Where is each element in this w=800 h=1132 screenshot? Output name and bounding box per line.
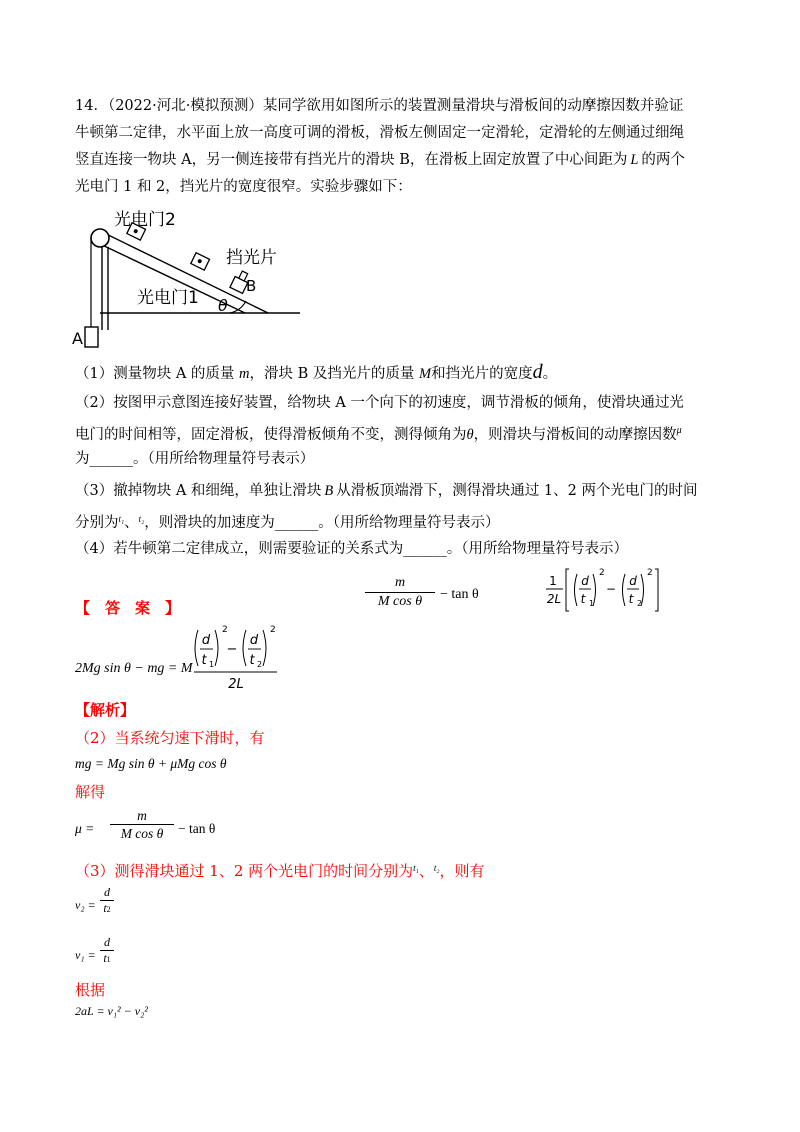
analysis-t2: t₂ bbox=[433, 863, 440, 873]
step-1-text-a: （1）测量物块 A 的质量 bbox=[75, 366, 235, 382]
f3-d1: d bbox=[201, 633, 211, 648]
label-shutter: 挡光片 bbox=[226, 248, 277, 268]
var-m: m bbox=[239, 366, 250, 382]
label-gate2: 光电门2 bbox=[114, 210, 176, 230]
step-3-text-b: 从滑板顶端滑下，测得滑块通过 1、2 两个光电门的时间 bbox=[336, 483, 698, 499]
f3-exp2: 2 bbox=[270, 625, 276, 635]
step-3-line-1 bbox=[75, 479, 697, 503]
question-line-4: 光电门 1 和 2，挡光片的宽度很窄。实验步骤如下： bbox=[75, 179, 412, 195]
var-d: d bbox=[532, 361, 543, 383]
analysis-p3 bbox=[75, 856, 484, 883]
step-3-text-c: 分别为 bbox=[75, 515, 119, 531]
f3-minus: − bbox=[226, 642, 238, 657]
analysis-t1: t₁ bbox=[413, 863, 419, 873]
f1-denominator: M cos θ bbox=[365, 592, 435, 610]
f2-d2: d bbox=[629, 574, 637, 588]
step-4: （4）若牛顿第二定律成立，则需要验证的关系式为______。（用所给物理量符号表示） bbox=[75, 541, 628, 557]
label-a: A bbox=[72, 329, 83, 348]
block-a bbox=[85, 327, 98, 347]
mu-fraction bbox=[110, 808, 174, 842]
f3-t2: t bbox=[249, 653, 255, 668]
analysis-label: 【解析】 bbox=[75, 701, 136, 719]
f2-sub1: 1 bbox=[589, 599, 595, 608]
question-line-1 bbox=[75, 94, 683, 118]
f3-den: 2L bbox=[228, 677, 244, 692]
analysis-basis: 根据 bbox=[75, 981, 106, 999]
step-2-text-a: 电门的时间相等，固定滑板，使得滑板倾角不变，测得倾角为 bbox=[75, 427, 467, 443]
v1-fraction bbox=[100, 935, 114, 967]
pulley-icon bbox=[91, 229, 109, 247]
step-2-line-3: 为______。（用所给物理量符号表示） bbox=[75, 451, 315, 467]
f3-left: 2Mg sin θ − mg = M bbox=[75, 661, 193, 676]
step-1-text-c: 和挡光片的宽度 bbox=[431, 366, 533, 382]
var-t1: t₁ bbox=[118, 514, 125, 524]
f2-den: 2L bbox=[546, 592, 562, 606]
f2-sub2: 2 bbox=[637, 599, 643, 608]
v1-t: t bbox=[103, 951, 107, 965]
v1-num: d bbox=[104, 935, 110, 949]
analysis-eq1: mg = Mg sin θ + μMg cos θ bbox=[75, 756, 227, 771]
label-theta: θ bbox=[218, 296, 228, 315]
v1-left: v₁ = bbox=[75, 948, 96, 962]
f3-t1: t bbox=[201, 653, 207, 668]
f1-numerator: m bbox=[394, 575, 406, 590]
answer-formula-3 bbox=[192, 622, 282, 692]
var-theta: θ bbox=[466, 427, 474, 443]
analysis-eq-last: 2aL = v₁² − v₂² bbox=[75, 1004, 148, 1018]
f2-exp1: 2 bbox=[599, 568, 605, 578]
step-1 bbox=[75, 360, 557, 386]
step-2-text-b: ，则滑块与滑板间的动摩擦因数 bbox=[473, 427, 677, 443]
step-3-text-a: （3）撤掉物块 A 和细绳，单独让滑块 bbox=[75, 483, 322, 499]
v2-left: v₂ = bbox=[75, 898, 96, 912]
step-2-line-2 bbox=[75, 419, 682, 447]
analysis-solve: 解得 bbox=[75, 783, 106, 801]
mu-left: μ = bbox=[75, 821, 95, 836]
label-b: B bbox=[246, 277, 257, 295]
v1-sub: 1 bbox=[106, 955, 111, 964]
question-source: （2022·河北·模拟预测） bbox=[107, 98, 263, 114]
mu-num: m bbox=[137, 808, 147, 823]
f3-sub2: 2 bbox=[257, 660, 263, 669]
step-2-line-1: （2）按图甲示意图连接好装置，给物块 A 一个向下的初速度，调节滑板的倾角，使滑块通过光 bbox=[75, 395, 684, 411]
var-t2: t₂ bbox=[138, 514, 145, 524]
var-M: M bbox=[419, 366, 432, 382]
step-3-text-d: ，则滑块的加速度为______。（用所给物理量符号表示） bbox=[144, 515, 500, 531]
f3-exp1: 2 bbox=[222, 625, 228, 635]
f3-d2: d bbox=[249, 633, 259, 648]
f1-rest: − tan θ bbox=[440, 587, 479, 602]
f2-minus: − bbox=[605, 582, 617, 596]
answer-formula-1 bbox=[365, 575, 435, 610]
step-1-text-b: ，滑块 B 及挡光片的质量 bbox=[249, 366, 415, 382]
v2-num: d bbox=[104, 885, 110, 899]
question-stem-3-end: 的两个 bbox=[641, 152, 685, 168]
var-B: B bbox=[324, 483, 334, 499]
f2-num: 1 bbox=[549, 574, 557, 588]
var-L: L bbox=[630, 152, 639, 168]
photogate-1 bbox=[191, 253, 210, 270]
analysis-sep: 、 bbox=[418, 862, 434, 880]
question-number: 14． bbox=[75, 98, 108, 114]
mu-rest: − tan θ bbox=[178, 821, 216, 836]
f2-exp2: 2 bbox=[647, 568, 653, 578]
var-mu: μ bbox=[676, 425, 682, 436]
step-3-line-2 bbox=[75, 507, 500, 535]
analysis-p3-a: （3）测得滑块通过 1、2 两个光电门的时间分别为 bbox=[75, 862, 414, 880]
v2-sub: 2 bbox=[106, 905, 111, 914]
label-gate1: 光电门1 bbox=[137, 288, 199, 308]
v2-t: t bbox=[103, 901, 107, 915]
question-stem-1: 某同学欲用如图所示的装置测量滑块与滑板间的动摩擦因数并验证 bbox=[262, 98, 684, 114]
analysis-p3-b: ，则有 bbox=[439, 862, 485, 880]
step-3-sep: 、 bbox=[124, 515, 139, 531]
answer-formula-2 bbox=[545, 565, 670, 615]
f2-t1: t bbox=[580, 592, 586, 606]
step-1-end: 。 bbox=[542, 366, 558, 382]
question-stem-3: 竖直连接一物块 A，另一侧连接带有挡光片的滑块 B，在滑板上固定放置了中心间距为 bbox=[75, 152, 628, 168]
question-line-3 bbox=[75, 148, 685, 172]
question-line-2: 牛顿第二定律，水平面上放一高度可调的滑板，滑板左侧固定一定滑轮，定滑轮的左侧通过细绳 bbox=[75, 125, 684, 141]
answer-label: 【 答 案 】 bbox=[75, 599, 181, 617]
mu-den: M cos θ bbox=[110, 824, 174, 842]
f2-t2: t bbox=[628, 592, 634, 606]
f3-sub1: 1 bbox=[209, 660, 215, 669]
v2-fraction bbox=[100, 885, 114, 917]
analysis-p2: （2）当系统匀速下滑时，有 bbox=[75, 729, 265, 747]
apparatus-figure bbox=[70, 205, 310, 355]
f2-d1: d bbox=[581, 574, 589, 588]
